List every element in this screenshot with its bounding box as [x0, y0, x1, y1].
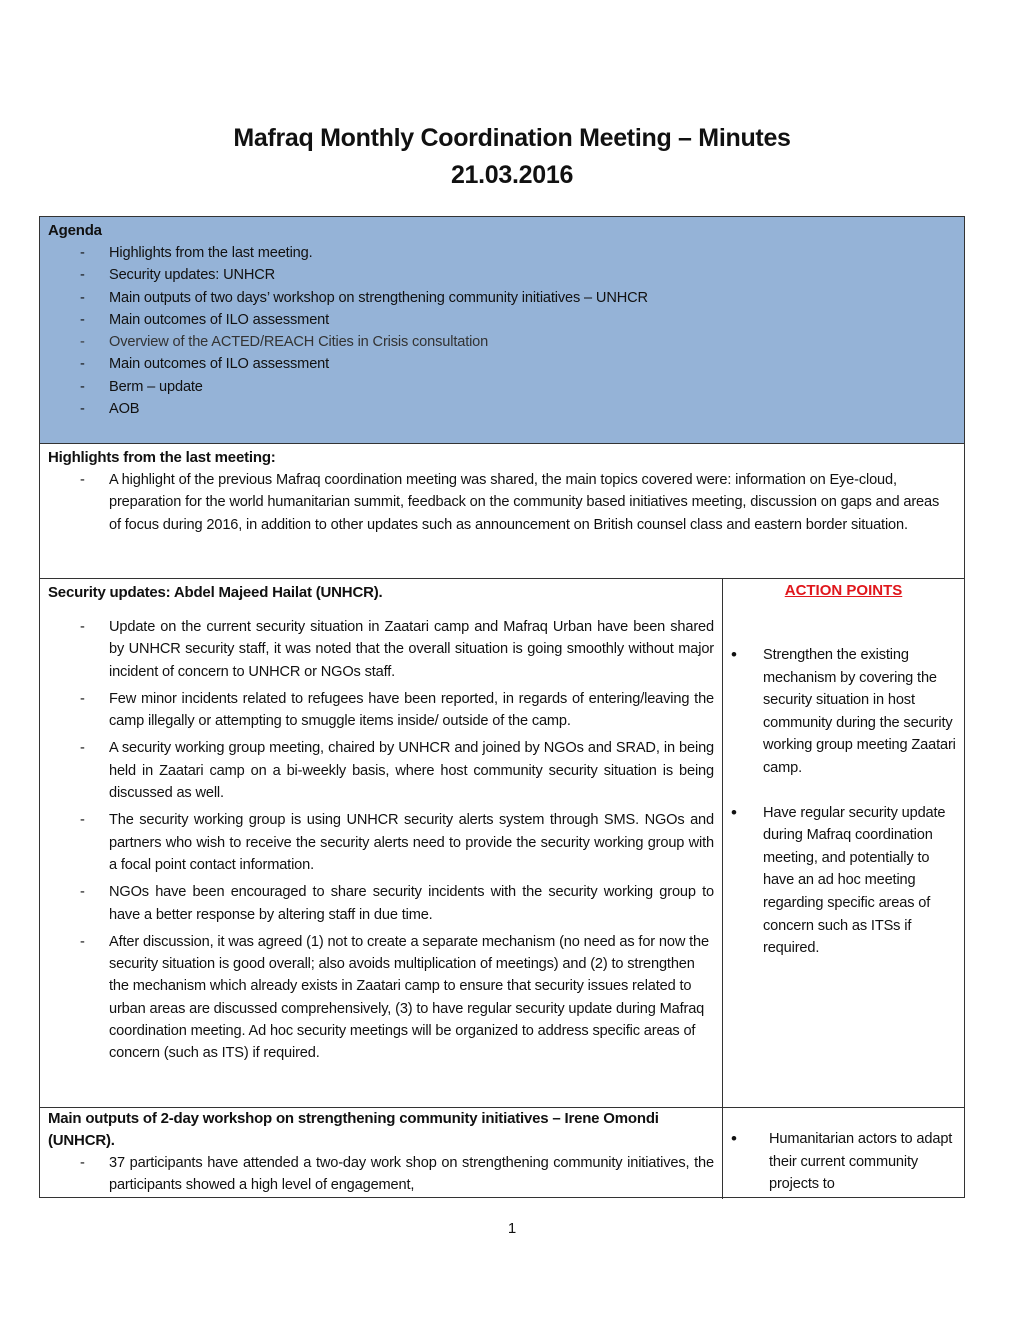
- security-item: - NGOs have been encouraged to share security incidents with the security working group to have a better response by altering staff in due time.: [48, 881, 714, 926]
- action-points-heading: ACTION POINTS: [784, 582, 903, 599]
- agenda-list: [48, 242, 956, 420]
- agenda-item: - AOB: [48, 398, 956, 420]
- document-title: Mafraq Monthly Coordination Meeting – Minutes: [233, 124, 791, 152]
- security-actions-cell: [723, 579, 964, 1107]
- security-item: - The security working group is using UNHCR security alerts system through SMS. NGOs and partners who wish to receive the security alerts need to provide the security working group with a focal point contact information.: [48, 809, 714, 876]
- agenda-item: - Overview of the ACTED/REACH Cities in Crisis consultation: [48, 331, 956, 353]
- security-item: - A security working group meeting, chaired by UNHCR and joined by NGOs and SRAD, in being held in Zaatari camp on a bi-weekly basis, where host community security situation is being discussed as well.: [48, 737, 714, 804]
- highlights-heading: Highlights from the last meeting:: [48, 449, 276, 466]
- workshop-discussion-cell: [40, 1108, 723, 1199]
- workshop-item: - 37 participants have attended a two-day work shop on strengthening community initiatives, the participants showed a high level of engagement,: [48, 1152, 714, 1197]
- minutes-table: [39, 216, 965, 1198]
- workshop-actions-list: [723, 1128, 964, 1196]
- workshop-actions-cell: [723, 1108, 964, 1199]
- security-heading: Security updates: Abdel Majeed Hailat (UNHCR).: [48, 584, 383, 601]
- agenda-item: - Main outputs of two days’ workshop on strengthening community initiatives – UNHCR: [48, 287, 956, 309]
- security-section: [40, 579, 964, 1108]
- action-item: • Humanitarian actors to adapt their current community projects to: [723, 1128, 964, 1196]
- agenda-item: - Main outcomes of ILO assessment: [48, 353, 956, 375]
- security-list: [48, 616, 714, 1065]
- security-item: - After discussion, it was agreed (1) not to create a separate mechanism (no need as for now the security situation is good overall; also avoids multiplication of meetings) and (2) to strengthen the mechanism which already exists in Zaatari camp to ensure that security issues related to urban areas are discussed comprehensively, (3) to have regular security update during Mafraq coordination meeting. Ad hoc security meetings will be organized to address specific areas of concern (such as ITS) if required.: [48, 931, 714, 1065]
- workshop-heading: Main outputs of 2-day workshop on strengthening community initiatives – Irene Omondi (UNHCR).: [48, 1110, 659, 1149]
- page-number: 1: [507, 1220, 517, 1237]
- action-item: • Strengthen the existing mechanism by covering the security situation in host community during the security working group meeting Zaatari camp.: [723, 644, 964, 780]
- highlights-section: [40, 444, 964, 579]
- workshop-section: [40, 1108, 964, 1199]
- agenda-item: - Security updates: UNHCR: [48, 264, 956, 286]
- action-item: • Have regular security update during Mafraq coordination meeting, and potentially to have an ad hoc meeting regarding specific areas of concern such as ITSs if required.: [723, 802, 964, 960]
- highlights-item: - A highlight of the previous Mafraq coordination meeting was shared, the main topics covered were: information on Eye-cloud, preparation for the world humanitarian summit, feedback on the community based initiatives meeting, discussion on gaps and areas of focus during 2016, in addition to other updates such as announcement on British counsel class and eastern border situation.: [48, 469, 954, 536]
- document-date: 21.03.2016: [450, 161, 574, 189]
- agenda-item: - Berm – update: [48, 376, 956, 398]
- security-actions-list: [723, 644, 964, 960]
- agenda-item: - Highlights from the last meeting.: [48, 242, 956, 264]
- agenda-item: - Main outcomes of ILO assessment: [48, 309, 956, 331]
- highlights-list: [48, 469, 954, 536]
- workshop-list: [48, 1152, 714, 1197]
- agenda-heading: Agenda: [48, 222, 102, 239]
- security-item: - Few minor incidents related to refugees have been reported, in regards of entering/leaving the camp illegally or attempting to smuggle items inside/ outside of the camp.: [48, 688, 714, 733]
- security-item: - Update on the current security situation in Zaatari camp and Mafraq Urban have been shared by UNHCR security staff, it was noted that the overall situation is going smoothly without major incident of concern to UNHCR or NGOs staff.: [48, 616, 714, 683]
- agenda-section: [40, 217, 964, 444]
- security-discussion-cell: [40, 579, 723, 1107]
